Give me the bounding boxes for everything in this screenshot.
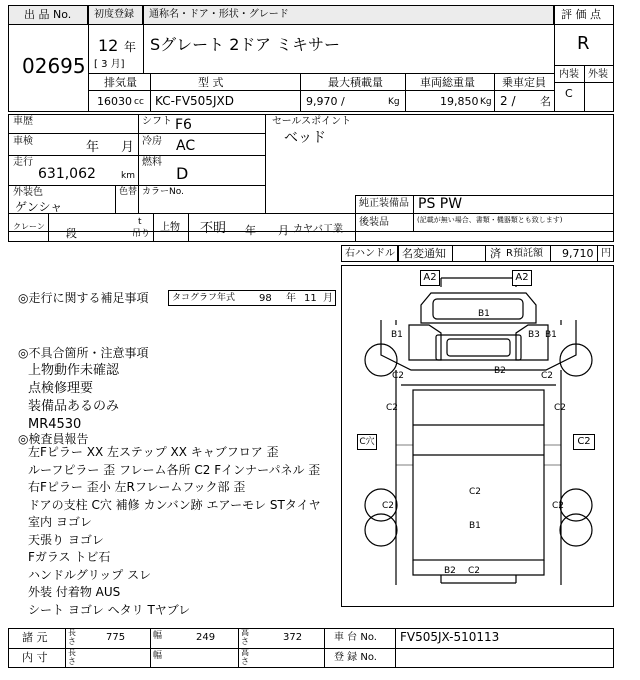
crane-ton: t [138, 217, 142, 227]
divider [8, 155, 265, 156]
inspector-item: 右Fピラー 歪小 左Rフレームフック部 歪 [28, 480, 246, 494]
supplement-title: ◎走行に関する補足事項 [18, 291, 149, 305]
mark-c2-right-wheel: C2 [541, 371, 554, 381]
r-inspection-label: R預託額 [506, 248, 543, 259]
mark-a2-right: A2 [512, 270, 532, 286]
divider [188, 213, 189, 242]
defect-item: 点検修理要 [28, 381, 94, 396]
inspector-item: 室内 ヨゴレ [28, 515, 92, 529]
aftermarket-note: (記載が無い場合、書類・機器類とも致します) [417, 216, 563, 224]
inspector-item: ドアの支柱 C穴 補修 カンバン跡 エアーモレ STタイヤ [28, 497, 321, 512]
divider [88, 90, 554, 91]
gross-weight-value: 19,850 [440, 95, 479, 108]
interior-dims-label: 内 寸 [22, 651, 48, 664]
capacity-unit: 名 [540, 95, 551, 108]
history-label: 車歴 [13, 116, 33, 127]
tachograph-month: 11 [304, 293, 317, 304]
tachograph-year-unit: 年 [286, 293, 296, 304]
ac-label: 冷房 [142, 136, 162, 147]
first-reg-label: 初度登録 [94, 9, 134, 20]
divider [115, 185, 116, 213]
interior-value: C [565, 87, 573, 100]
inspection-month: 月 [121, 140, 135, 155]
divider [300, 73, 301, 112]
aftermarket-label: 後装品 [359, 217, 389, 228]
mark-b3: B3 [528, 330, 540, 340]
mark-c2-right-body: C2 [554, 403, 567, 413]
upper-year: 年 [245, 224, 256, 237]
upper-maker: カヤバ工業 [293, 224, 343, 235]
mark-c2-rear: C2 [468, 566, 481, 576]
fuel-label: 燃料 [142, 157, 162, 168]
divider [150, 73, 151, 112]
divider [150, 628, 151, 668]
inspector-title: ◎検査員報告 [18, 432, 89, 446]
divider [265, 114, 266, 213]
divider [554, 24, 614, 25]
defects-title: ◎不具合箇所・注意事項 [18, 346, 149, 360]
inspection-label: 車検 [13, 136, 33, 147]
crane-stage: 段 [66, 227, 77, 240]
divider [8, 213, 614, 214]
gross-weight-unit: Kg [480, 97, 492, 107]
mark-a2-left: A2 [420, 270, 440, 286]
divider [8, 133, 265, 134]
divider [413, 195, 414, 231]
divider [324, 628, 325, 668]
divider [65, 628, 66, 668]
defect-item: 装備品あるのみ [28, 399, 120, 414]
reg-year: 12 [98, 36, 119, 55]
mark-b1-right: B1 [545, 330, 557, 340]
divider [584, 65, 585, 112]
divider [238, 628, 239, 668]
int-height-label: 高さ [241, 648, 249, 666]
divider [138, 114, 139, 213]
defect-item: 上物動作未確認 [28, 363, 120, 378]
shift-value: F6 [175, 117, 192, 133]
ac-value: AC [176, 138, 196, 154]
steering-value: 右ハンドル [345, 248, 395, 259]
name-change-mark: 済 [490, 247, 501, 260]
gross-weight-label: 車両総重量 [420, 76, 475, 89]
model-label: 型 式 [198, 76, 224, 89]
mark-c2-left-wheel: C2 [392, 371, 405, 381]
chassis-label: 車 台 No. [334, 632, 377, 643]
mark-b1-top: B1 [478, 309, 490, 319]
sales-points-value: ベッド [284, 130, 326, 146]
displacement-label: 排気量 [104, 76, 137, 89]
rating-value: R [577, 33, 590, 54]
divider [8, 185, 265, 186]
divider [405, 73, 406, 112]
inspector-item: 外装 付着物 AUS [28, 585, 121, 599]
capacity-label: 乗車定員 [502, 76, 546, 89]
divider [554, 82, 614, 83]
defect-item: MR4530 [28, 417, 82, 432]
model-name: Sグレート 2ドア ミキサー [150, 35, 341, 54]
shift-label: シフト [142, 116, 172, 127]
mileage-label: 走行 [13, 157, 33, 168]
inspector-item: 左Fピラー XX 左ステップ XX キャブフロア 歪 [28, 445, 279, 459]
color-no-label: カラーNo. [142, 187, 184, 197]
fuel-value: D [176, 164, 189, 183]
mark-b1-center: B1 [469, 521, 481, 531]
width-label: 幅 [153, 631, 163, 641]
r-inspection-unit: 円 [601, 248, 611, 259]
divider [355, 195, 614, 196]
interior-label: 内装 [559, 69, 579, 80]
divider [554, 5, 555, 112]
tachograph-label: タコグラフ年式 [172, 293, 236, 303]
chassis-value: FV505JX-510113 [400, 630, 500, 644]
tachograph-year: 98 [259, 293, 272, 304]
mileage-unit: km [121, 171, 135, 181]
mark-b1-left: B1 [391, 330, 403, 340]
mark-c2-left-body: C2 [386, 403, 399, 413]
oem-equipment-label: 純正装備品 [359, 198, 409, 209]
exterior-label: 外装 [588, 69, 608, 80]
length-value: 775 [106, 632, 126, 643]
tachograph-month-unit: 月 [323, 293, 333, 304]
int-width-label: 幅 [153, 651, 163, 661]
inspector-item: 天張り ヨゴレ [28, 532, 104, 547]
mark-c2-center: C2 [469, 487, 482, 497]
inspector-item: シート ヨゴレ ヘタリ Tヤブレ [28, 602, 191, 617]
mark-c2-right-rear: C2 [552, 501, 565, 511]
inspector-list [28, 444, 321, 619]
mark-b2-rear: B2 [444, 566, 456, 576]
length-label: 長さ [68, 628, 76, 646]
mileage-value: 631,062 [38, 166, 96, 182]
color-change-label: 色替 [119, 187, 138, 197]
capacity-value: 2 / [500, 94, 516, 108]
name-change-label: 名変通知 [402, 247, 446, 260]
divider [494, 73, 495, 112]
sales-points-label: セールスポイント [272, 116, 352, 127]
crane-hang: 吊り [132, 229, 151, 239]
reg-month: [ 3 月] [94, 59, 125, 70]
defects-list [28, 362, 119, 434]
width-value: 249 [196, 632, 216, 643]
lot-no-label: 出 品 No. [24, 8, 72, 21]
max-load-value: 9,970 / [306, 95, 345, 108]
reg-year-unit: 年 [124, 40, 137, 54]
mark-c2-left-rear: C2 [382, 501, 395, 511]
name-label: 通称名・ドア・形状・グレード [149, 9, 289, 20]
displacement-value: 16030 [97, 95, 132, 108]
upper-month: 月 [278, 224, 289, 237]
inspector-item: Fガラス トビ石 [28, 550, 111, 564]
upper-label: 上物 [160, 222, 180, 233]
int-length-label: 長さ [68, 648, 76, 666]
exterior-color-label: 外装色 [13, 187, 43, 198]
dims-label: 諸 元 [22, 631, 48, 644]
model-value: KC-FV505JXD [155, 94, 234, 108]
upper-value: 不明 [200, 221, 227, 236]
mark-b2: B2 [494, 366, 506, 376]
divider [395, 628, 396, 668]
inspector-item: ハンドルグリップ スレ [28, 567, 152, 582]
name-change-box [452, 245, 486, 262]
height-label: 高さ [241, 628, 249, 646]
divider [153, 213, 154, 242]
lot-no: 02695 [22, 54, 86, 78]
max-load-unit: Kg [388, 97, 400, 107]
inspector-item: ルーフピラー 歪 フレーム各所 C2 Fインナーパネル 歪 [28, 462, 321, 477]
oem-equipment-value: PS PW [418, 196, 463, 212]
registration-label: 登 録 No. [334, 652, 377, 663]
mark-c-hole-left: C穴 [357, 434, 377, 450]
divider [355, 231, 356, 242]
max-load-label: 最大積載量 [328, 76, 383, 89]
mark-c2-right-side: C2 [573, 434, 595, 450]
rating-label: 評 価 点 [561, 8, 601, 21]
crane-label: クレーン [13, 222, 45, 231]
divider [355, 195, 356, 231]
height-value: 372 [283, 632, 303, 643]
exterior-color-value: ゲンシャ [15, 200, 63, 214]
inspection-year: 年 [86, 140, 100, 155]
r-inspection-value: 9,710 [562, 247, 594, 260]
displacement-unit: cc [134, 97, 144, 107]
divider [143, 25, 144, 73]
divider [88, 73, 554, 74]
divider [8, 648, 614, 649]
divider [48, 213, 49, 242]
